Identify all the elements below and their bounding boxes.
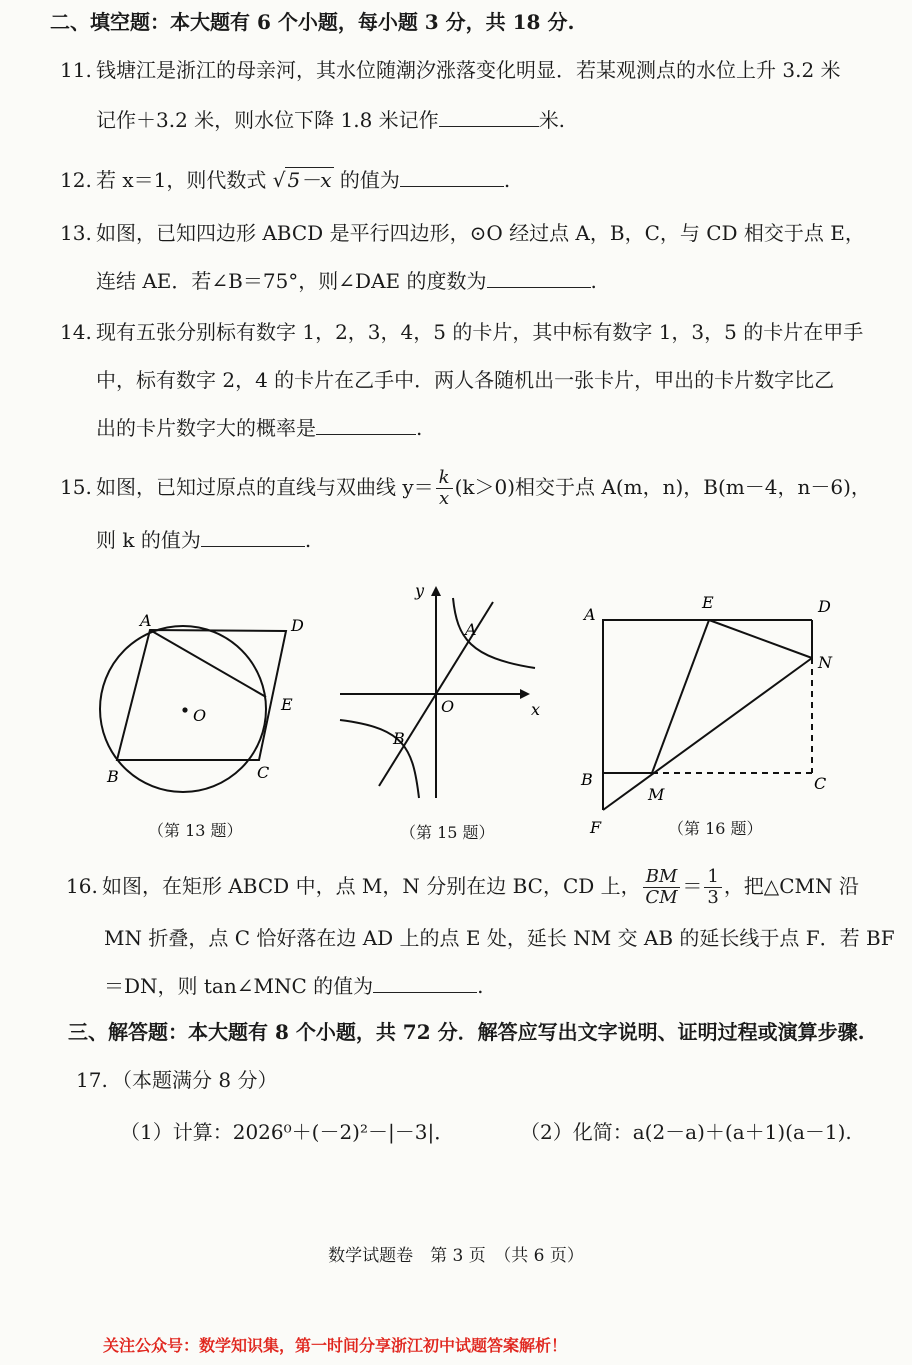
question-text: . (477, 974, 484, 998)
label-o: O (441, 697, 455, 716)
label-a: A (584, 605, 596, 624)
question-text: 如图，已知四边形 ABCD 是平行四边形，⊙O 经过点 A，B，C，与 CD 相交于点 E， (96, 221, 865, 245)
question-text: 现有五张分别标有数字 1，2，3，4，5 的卡片，其中标有数字 1，3，5 的卡片在甲手 (96, 320, 864, 344)
fraction-k-over-x (436, 468, 453, 509)
question-text: 若 x＝1，则代数式 (96, 168, 267, 192)
numerator: 1 (704, 867, 721, 888)
question-text: 连结 AE．若∠B＝75°，则∠DAE 的度数为 (96, 269, 487, 293)
question-16-line-1 (66, 866, 859, 908)
label-o: O (193, 706, 207, 725)
caption-figure-15: （第 15 题） (400, 823, 495, 842)
label-b: B (393, 729, 405, 748)
numerator: k (436, 468, 453, 489)
denominator: 3 (707, 887, 719, 908)
question-text: (k＞0)相交于点 A(m，n)，B(m－4，n－6)， (454, 475, 871, 499)
question-number: 17. (76, 1068, 108, 1092)
question-17-part-2: （2）化简：a(2－a)＋(a＋1)(a－1). (520, 1120, 852, 1144)
label-a: A (140, 611, 152, 630)
question-number: 11. (60, 58, 92, 82)
answer-blank[interactable] (400, 166, 504, 187)
page-footer: 数学试题卷 第 3 页 （共 6 页） (328, 1246, 584, 1266)
question-text: ＝DN，则 tan∠MNC 的值为 (104, 974, 374, 998)
x-axis-arrow (520, 689, 530, 699)
question-15-line-1 (60, 468, 871, 509)
label-a: A (465, 620, 477, 639)
question-15-line-2 (96, 526, 311, 554)
question-number: 14. (60, 320, 92, 344)
question-text: 如图，在矩形 ABCD 中，点 M，N 分别在边 BC，CD 上， (102, 874, 641, 898)
question-number: 13. (60, 221, 92, 245)
question-text: 的值为 (339, 168, 400, 192)
question-text: ，把△CMN 沿 (723, 874, 859, 898)
answer-blank[interactable] (373, 972, 477, 993)
question-13-line-1 (60, 219, 865, 247)
question-14-line-3 (96, 414, 422, 442)
watermark-ad: 关注公众号：数学知识集，第一时间分享浙江初中试题答案解析！ (103, 1336, 568, 1355)
equals-sign: ＝ (682, 874, 703, 898)
label-d: D (291, 616, 304, 635)
label-x: x (531, 700, 541, 719)
question-11-line-1 (60, 56, 841, 84)
answer-blank[interactable] (487, 267, 591, 288)
question-text: . (304, 528, 312, 552)
fraction-one-third (704, 867, 721, 908)
sqrt-expression: √ 5－x (272, 168, 332, 192)
question-13-line-2 (96, 267, 597, 295)
question-11-line-2 (96, 106, 565, 134)
y-axis-arrow (431, 586, 441, 596)
label-c: C (814, 774, 827, 793)
label-e: E (702, 593, 714, 612)
figure-16 (578, 590, 848, 840)
question-text: . (503, 168, 511, 192)
label-f: F (590, 818, 602, 837)
label-b: B (107, 767, 119, 786)
section-3-heading: 三、解答题：本大题有 8 个小题，共 72 分．解答应写出文字说明、证明过程或演算步骤. (68, 1020, 865, 1044)
question-text: 米. (538, 108, 566, 132)
denominator: CM (645, 887, 678, 908)
segment-me (652, 620, 709, 773)
fraction-bm-over-cm (643, 867, 681, 908)
question-text: 钱塘江是浙江的母亲河，其水位随潮汐涨落变化明显．若某观测点的水位上升 3.2 米 (96, 58, 841, 82)
question-17-header (76, 1066, 277, 1094)
question-number: 16. (66, 874, 98, 898)
question-text: 出的卡片数字大的概率是 (96, 416, 316, 440)
question-text: 如图，已知过原点的直线与双曲线 y＝ (96, 475, 434, 499)
question-number: 15. (60, 475, 92, 499)
question-17-part-1: （1）计算：2026⁰＋(－2)²－|－3|． (120, 1120, 455, 1144)
caption-figure-16: （第 16 题） (668, 819, 763, 838)
rectangle-abcd (603, 620, 812, 773)
question-text: . (590, 269, 597, 293)
label-y: y (415, 581, 425, 600)
label-b: B (581, 770, 593, 789)
segment-fn (603, 658, 812, 810)
center-dot (182, 707, 187, 712)
answer-blank[interactable] (439, 106, 539, 127)
section-2-heading: 二、填空题：本大题有 6 个小题，每小题 3 分，共 18 分. (50, 10, 575, 34)
denominator: x (439, 488, 450, 509)
question-number: 12. (60, 168, 92, 192)
question-16-line-2: MN 折叠，点 C 恰好落在边 AD 上的点 E 处，延长 NM 交 AB 的延长线于点 F．若 BF (104, 926, 895, 950)
question-text: . (416, 416, 423, 440)
label-c: C (257, 763, 270, 782)
question-title: （本题满分 8 分） (112, 1068, 278, 1092)
caption-figure-13: （第 13 题） (148, 821, 243, 840)
question-14-line-2: 中，标有数字 2，4 的卡片在乙手中．两人各随机出一张卡片，甲出的卡片数字比乙 (96, 368, 835, 392)
question-14-line-1 (60, 318, 863, 346)
segment-en (709, 620, 812, 658)
question-text: 则 k 的值为 (96, 528, 201, 552)
question-16-line-3 (104, 972, 484, 1000)
figure-13 (95, 600, 325, 800)
answer-blank[interactable] (201, 526, 305, 547)
label-e: E (281, 695, 293, 714)
segment-ae (150, 630, 266, 697)
question-12 (60, 166, 510, 194)
question-text: 记作＋3.2 米，则水位下降 1.8 米记作 (96, 108, 439, 132)
answer-blank[interactable] (316, 414, 416, 435)
label-m: M (648, 785, 665, 804)
figure-15 (335, 578, 555, 808)
label-n: N (818, 653, 832, 672)
radicand: 5－x (287, 168, 332, 192)
numerator: BM (643, 867, 681, 888)
label-d: D (818, 597, 831, 616)
